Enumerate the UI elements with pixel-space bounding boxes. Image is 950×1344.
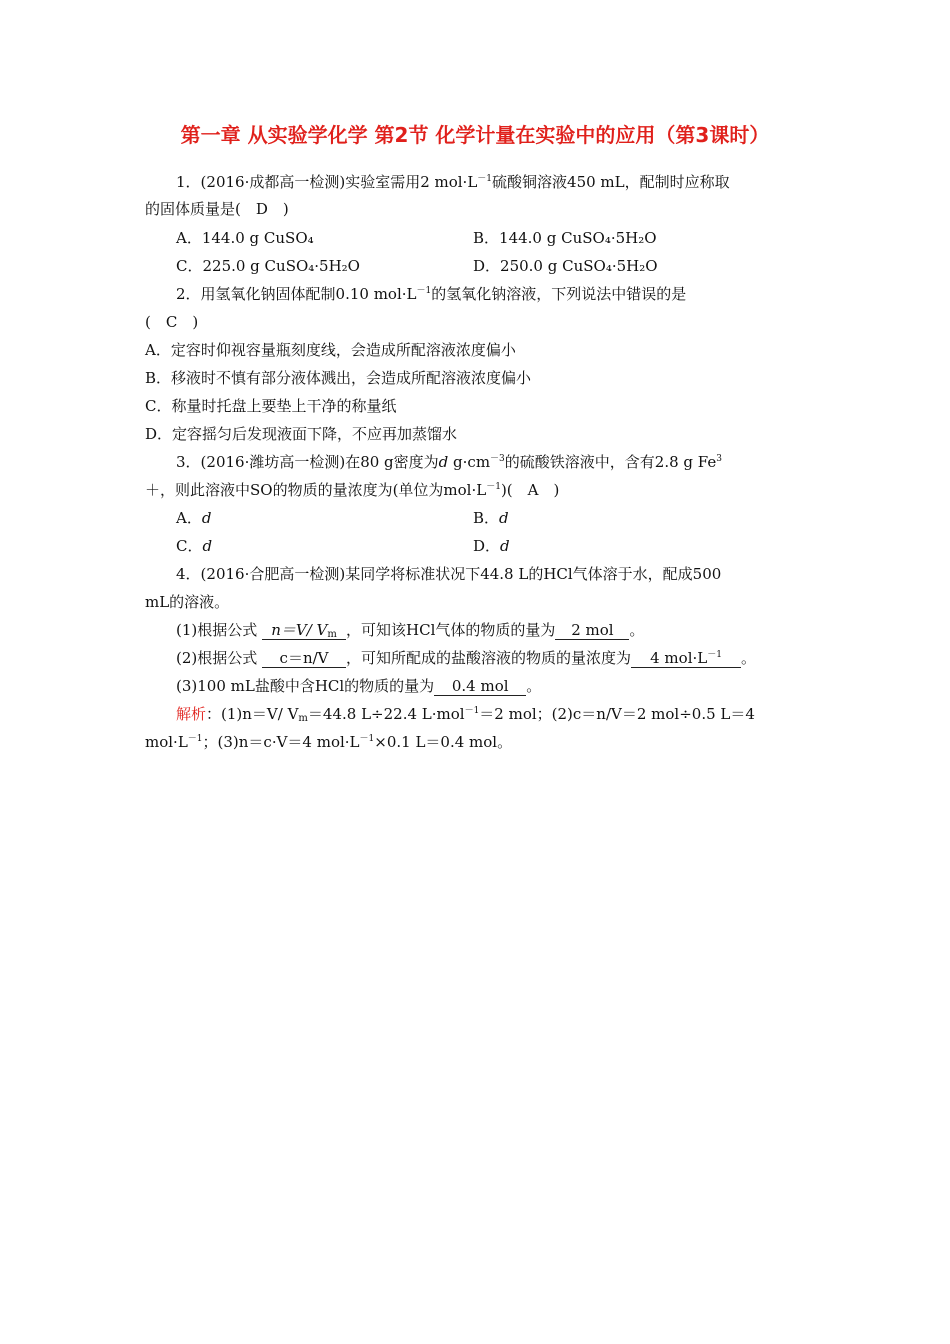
analysis-line1: 解析：(1)n＝V/ $V_m=44.8$ L÷22.4 L·mol$^{-1}$＝2 mol；(2)c＝n/V＝2 mol÷0.5 L＝4 (176, 705, 755, 724)
q2-stem-line1: 2．用氢氧化钠固体配制0.10 $mol\cdot L^{-1}$的氢氧化钠溶液，下列说法中错误的是 (176, 285, 687, 303)
q3-stem-line2: ＋，则此溶液中SO的物质的量浓度为(单位为$mol\cdot L^{-1}$)( A ) (145, 481, 560, 499)
q4-part3: (3)100 mL盐酸中含HCl的物质的量为 0.4 mol 。 (176, 677, 542, 695)
q1-stem-line1: 1．(2016·成都高一检测)实验室需用2 $mol\cdot L^{-1}$硫酸铜溶液450 mL，配制时应称取 (176, 173, 730, 191)
q2-answer: ( C ) (145, 313, 199, 331)
q1-option-b: B．144.0 g CuSO₄·5H₂O (473, 229, 657, 247)
q3-option-a: A．d (176, 509, 212, 527)
q2-option-b: B．移液时不慎有部分液体溅出，会造成所配溶液浓度偏小 (145, 369, 532, 387)
q4-part3-answer-blank: 0.4 mol (434, 677, 526, 696)
q2-option-c: C．称量时托盘上要垫上干净的称量纸 (145, 397, 397, 415)
q4-stem-line2: mL的溶液。 (145, 593, 230, 611)
q3-option-b: B．d (473, 509, 509, 527)
q3-stem-line1: 3．(2016·潍坊高一检测)在80 g密度为d $g\cdot cm^{-3}$的硫酸铁溶液中，含有2.8 g Fe$^3$ (176, 453, 722, 471)
page-title: 第一章 从实验学化学 第2节 化学计量在实验中的应用（第3课时） (180, 123, 770, 147)
analysis-line2: $mol\cdot L^{-1}$；(3)n＝c·V＝4 $mol\cdot L^{-1}\times 0.1$ L＝0.4 mol。 (145, 733, 513, 751)
q4-part2: (2)根据公式 c＝n/V ，可知所配成的盐酸溶液的物质的量浓度为 4 $mol\cdot L^{-1}$ 。 (176, 649, 757, 667)
q3-option-d: D．d (473, 537, 510, 555)
q4-part1: (1)根据公式 n＝V/ $V_m$ ，可知该HCl气体的物质的量为 2 mol 。 (176, 621, 645, 640)
q4-part1-formula-blank: n＝V/ $V_m$ (262, 621, 346, 640)
q1-option-a: A．144.0 g CuSO₄ (176, 229, 314, 247)
q4-part1-answer-blank: 2 mol (555, 621, 629, 640)
q1-option-c: C．225.0 g CuSO₄·5H₂O (176, 257, 360, 275)
q2-option-a: A．定容时仰视容量瓶刻度线，会造成所配溶液浓度偏小 (145, 341, 516, 359)
q3-option-c: C．d (176, 537, 213, 555)
q4-part2-answer-blank: 4 $mol\cdot L^{-1}$ (631, 649, 741, 668)
analysis-label: 解析 (176, 705, 207, 723)
q4-stem-line1: 4．(2016·合肥高一检测)某同学将标准状况下44.8 L的HCl气体溶于水，配成500 (176, 565, 722, 583)
q2-option-d: D．定容摇匀后发现液面下降，不应再加蒸馏水 (145, 425, 458, 443)
q4-part2-formula-blank: c＝n/V (262, 649, 346, 668)
q1-option-d: D．250.0 g CuSO₄·5H₂O (473, 257, 658, 275)
q1-stem-line2: 的固体质量是( D ) (145, 200, 289, 218)
